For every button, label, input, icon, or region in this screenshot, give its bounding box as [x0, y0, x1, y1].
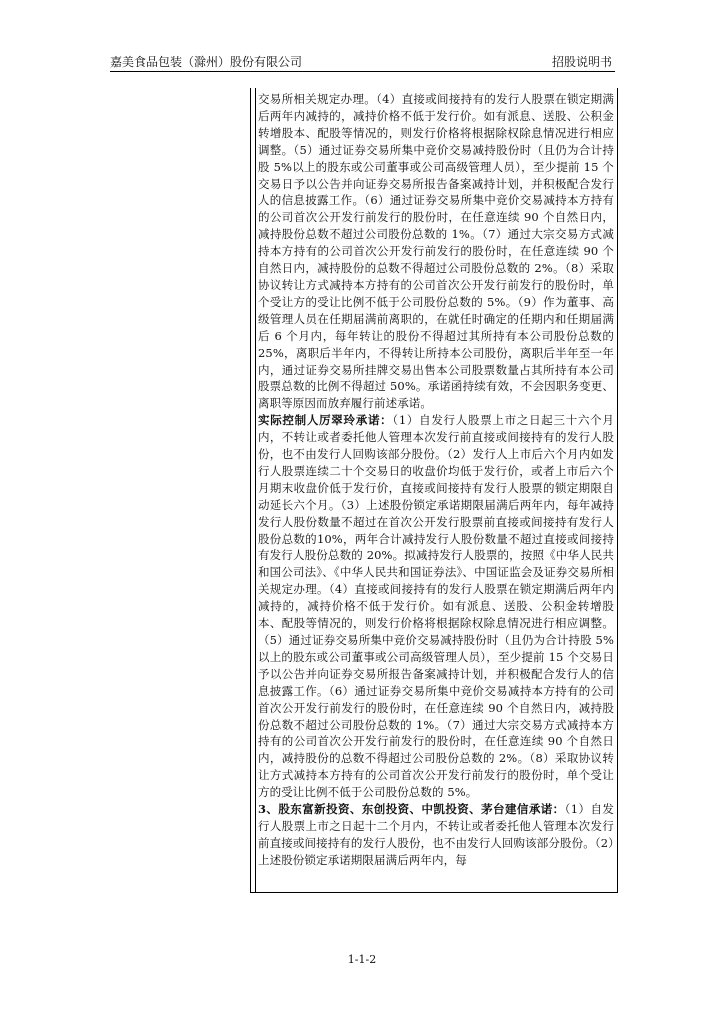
controller-commitment-label: 实际控制人厉翠玲承诺： — [258, 413, 393, 428]
paragraph-controller-commitment — [258, 412, 614, 801]
shareholder-commitment-label: 3、股东富新投资、东创投资、中凯投资、茅台建信承诺： — [258, 802, 565, 817]
page-number: 1-1-2 — [347, 953, 377, 966]
paragraph-continued: 交易所相关规定办理。（4）直接或间接持有的发行人股票在锁定期满后两年内减持的，减持价格不低于发行价。如有派息、送股、公积金转增股本、配股等情况的，则发行价格将根据除权除息情况进行相应调整。（5）通过证券交易所集中竞价交易减持股份时（且仍为合计持股 5%以上的股东或公司董事或公司高级管理人员），至少提前 15 个交易日予以公告并向证券交易所报告备案减持计划，并积极配合发行人的信息披露工作。（6）通过证券交易所集中竞价交易减持本方持有的公司首次公开发行前发行的股份时，在任意连续 90 个自然日内，减持股份总数不超过公司股份总数的 1%。（7）通过大宗交易方式减持本方持有的公司首次公开发行前发行的股份时，在任意连续 90 个自然日内，减持股份的总数不得超过公司股份总数的 2%。（8）采取协议转让方式减持本方持有的公司首次公开发行前发行的股份时，单个受让方的受让比例不低于公司股份总数的 5%。（9）作为董事、高级管理人员在任期届满前离职的，在就任时确定的任期内和任期届满后 6 个月内，每年转让的股份不得超过其所持有本公司股份总数的 25%，离职后半年内，不得转让所持本公司股份，离职后半年至一年内，通过证券交易所挂牌交易出售本公司股票数量占其所持有本公司股票总数的比例不得超过 50%。承诺函持续有效，不会因职务变更、离职等原因而放弃履行前述承诺。 — [258, 92, 614, 411]
commitment-cell — [258, 91, 614, 869]
header-rule — [110, 71, 615, 72]
shareholder-commitment-text: （1）自发行人股票上市之日起十二个月内，不转让或者委托他人管理本次发行前直接或间接持有的发行人股份，也不由发行人回购该部分股份。（2）上述股份锁定承诺期限届满后两年内，每 — [258, 802, 614, 867]
controller-commitment-text: （1）自发行人股票上市之日起三十六个月内，不转让或者委托他人管理本次发行前直接或间接持有的发行人股份，也不由发行人回购该部分股份。（2）发行人上市后六个月内如发行人股票连续二十个交易日的收盘价均低于发行价，或者上市后六个月期末收盘价低于发行价，直接或间接持有发行人股票的锁定期限自动延长六个月。（3）上述股份锁定承诺期限届满后两年内，每年减持发行人股份数量不超过在首次公开发行股票前直接或间接持有发行人股份总数的10%，两年合计减持发行人股份数量不超过直接或间接持有发行人股份总数的 20%。拟减持发行人股票的，按照《中华人民共和国公司法》、《中华人民共和国证券法》、中国证监会及证券交易所相关规定办理。（4）直接或间接持有的发行人股票在锁定期满后两年内减持的，减持价格不低于发行价。如有派息、送股、公积金转增股本、配股等情况的，则发行价格将根据除权除息情况进行相应调整。（5）通过证券交易所集中竞价交易减持股份时（且仍为合计持股 5%以上的股东或公司董事或公司高级管理人员），至少提前 15 个交易日予以公告并向证券交易所报告备案减持计划，并积极配合发行人的信息披露工作。（6）通过证券交易所集中竞价交易减持本方持有的公司首次公开发行前发行的股份时，在任意连续 90 个自然日内，减持股份总数不超过公司股份总数的 1%。（7）通过大宗交易方式减持本方持有的公司首次公开发行前发行的股份时，在任意连续 90 个自然日内，减持股份的总数不得超过公司股份总数的 2%。（8）采取协议转让方式减持本方持有的公司首次公开发行前发行的股份时，单个受让方的受让比例不低于公司股份总数的 5%。 — [258, 413, 614, 800]
paragraph-shareholder-commitment — [258, 801, 614, 869]
header-company-name: 嘉美食品包装（滁州）股份有限公司 — [110, 55, 303, 69]
header-document-type: 招股说明书 — [552, 55, 613, 69]
